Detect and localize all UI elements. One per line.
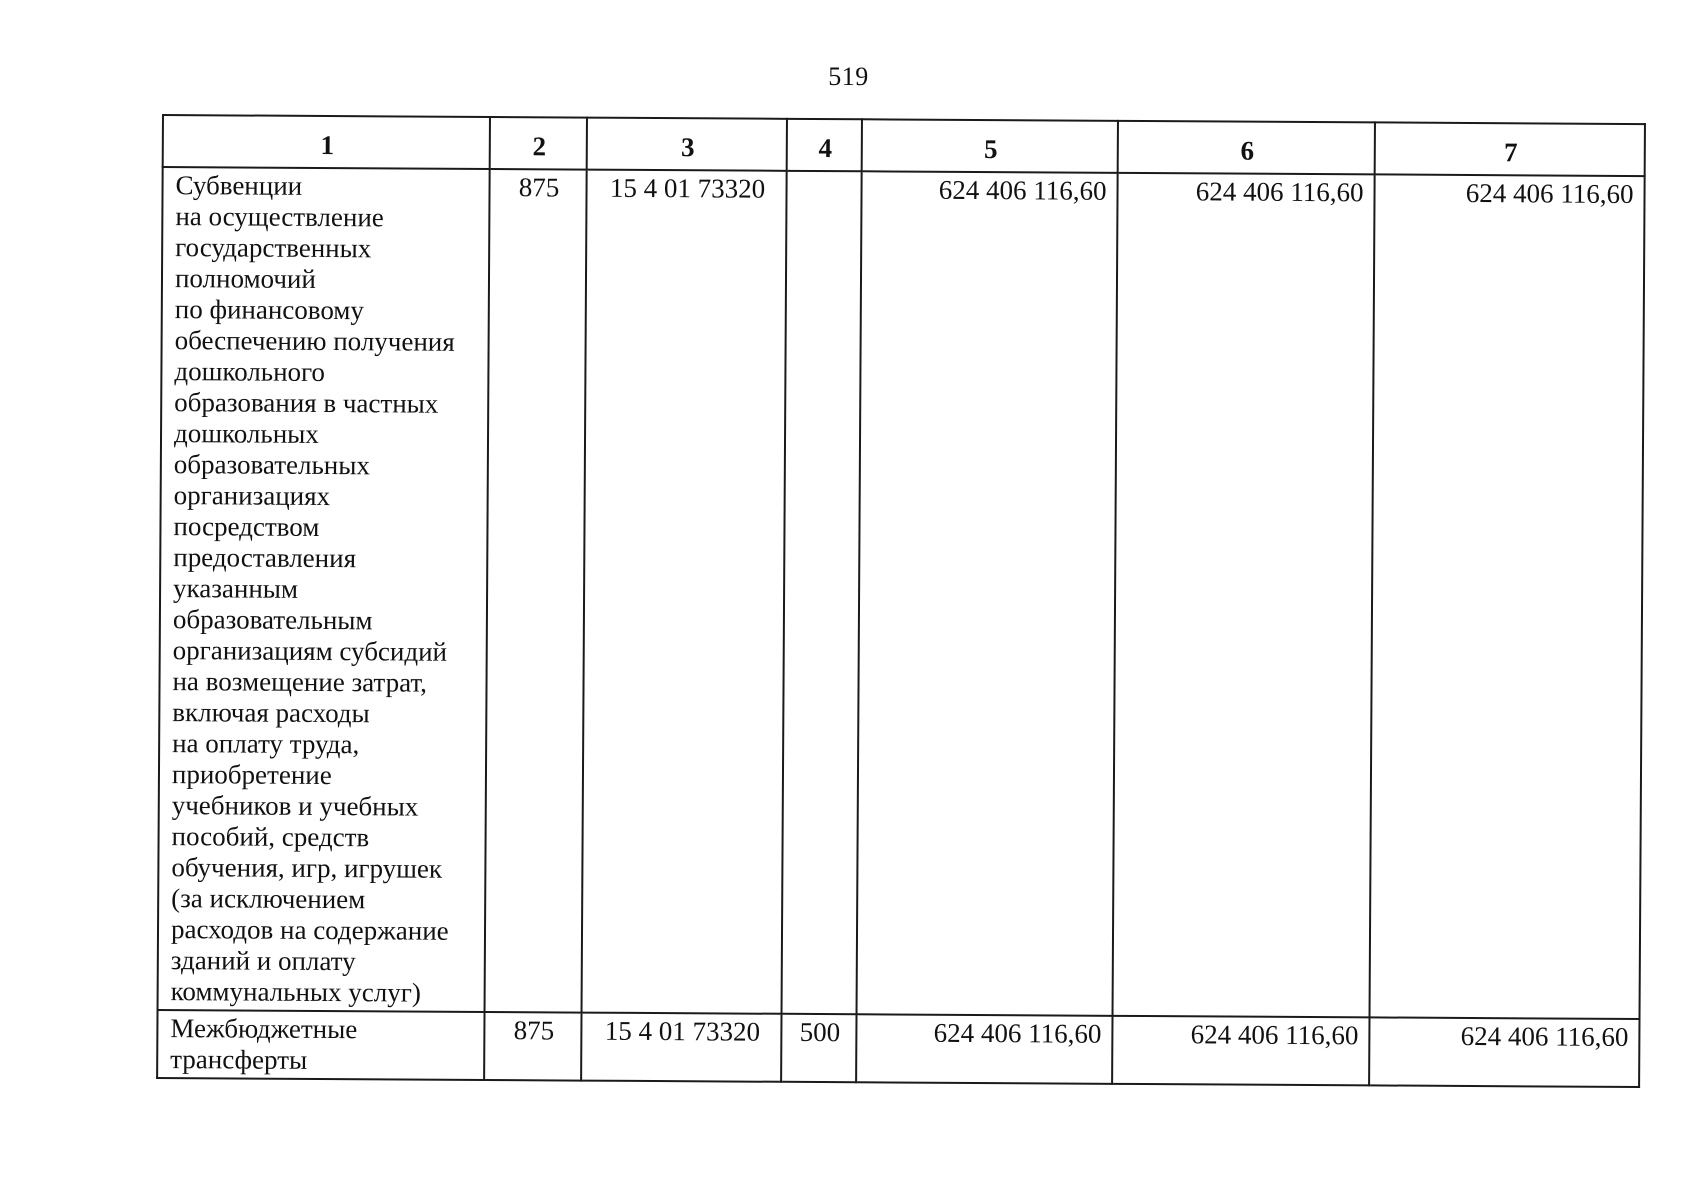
row-name-cell: Субвенции на осуществление государственных полномочий по финансовому обеспечению получения дошкольного образования в частных дошкольных образовательных организациях посредством предоставления указанным образовательным организациям субсидий на возмещение затрат, включая расходы на оплату труда, приобретение учебников и учебных пособий, средств обучения, игр, игрушек (за исключением расходов на содержание зданий и оплату коммунальных услуг) xyxy=(158,167,490,1012)
table-row xyxy=(157,1010,1639,1087)
code-cell: 875 xyxy=(485,169,587,1013)
column-header: 1 xyxy=(163,115,490,169)
amount-cell: 624 406 116,60 xyxy=(1112,1016,1369,1086)
column-header: 2 xyxy=(490,117,587,170)
table-row xyxy=(158,167,1645,1019)
column-header: 6 xyxy=(1118,121,1375,175)
amount-cell: 624 406 116,60 xyxy=(857,171,1118,1016)
page-number: 519 xyxy=(828,62,869,91)
amount-cell: 624 406 116,60 xyxy=(1369,1017,1639,1087)
expense-type-cell: 500 xyxy=(781,1014,856,1082)
column-header: 3 xyxy=(587,118,787,171)
amount-cell: 624 406 116,60 xyxy=(1370,174,1645,1019)
column-header: 5 xyxy=(862,119,1118,173)
target-cell: 15 4 01 73320 xyxy=(581,1013,781,1082)
code-cell: 875 xyxy=(484,1012,581,1081)
table-header-row xyxy=(163,115,1645,176)
amount-cell: 624 406 116,60 xyxy=(856,1014,1112,1084)
expense-type-cell xyxy=(782,171,862,1014)
budget-table xyxy=(156,114,1646,1088)
column-header: 4 xyxy=(787,119,862,171)
amount-cell: 624 406 116,60 xyxy=(1113,173,1375,1018)
column-header: 7 xyxy=(1375,122,1645,176)
target-cell: 15 4 01 73320 xyxy=(582,170,787,1014)
row-name-cell: Межбюджетные трансферты xyxy=(157,1010,484,1080)
